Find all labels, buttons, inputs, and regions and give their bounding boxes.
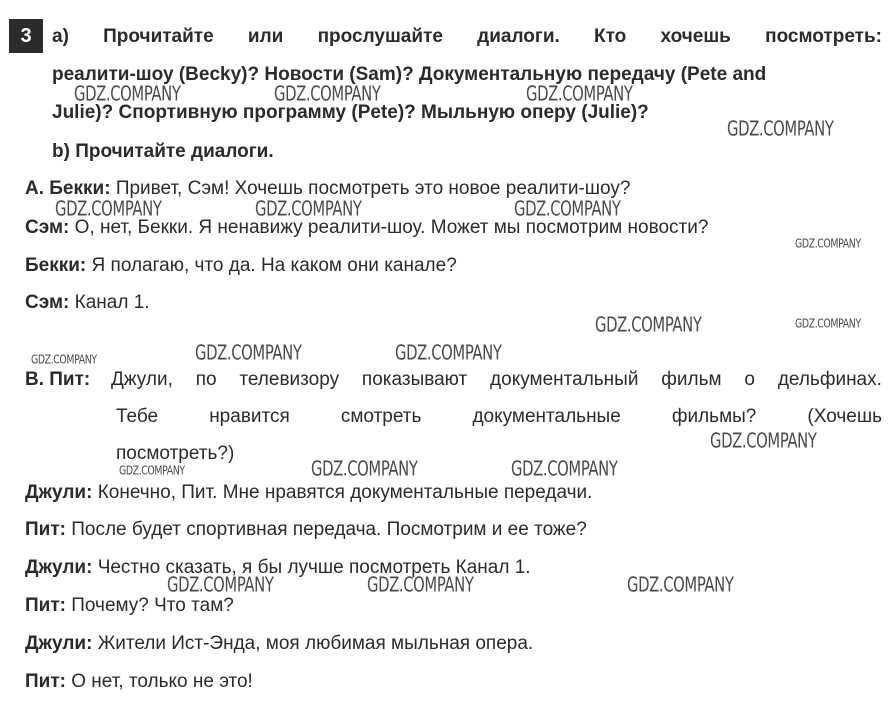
line-text: Почему? Что там?: [71, 595, 234, 616]
word: документальные: [472, 406, 621, 427]
task-a-line-1: [52, 26, 882, 48]
line-text: О, нет, Бекки. Я ненавижу реалити-шоу. Может мы посмотрим новости?: [74, 217, 709, 238]
line-text: Привет, Сэм! Хочешь посмотреть это новое реалити-шоу?: [115, 178, 631, 199]
word: Джули,: [111, 369, 173, 390]
word: документальный: [490, 369, 639, 390]
task-word: Прочитайте: [103, 26, 214, 47]
watermark: GDZ.COMPANY: [795, 236, 861, 251]
task-word: хочешь: [660, 26, 731, 47]
task-word: Кто: [594, 26, 627, 47]
watermark: GDZ.COMPANY: [795, 316, 861, 331]
word: телевизору: [239, 369, 340, 390]
task-word: прослушайте: [317, 26, 443, 47]
watermark: GDZ.COMPANY: [595, 313, 702, 337]
watermark: GDZ.COMPANY: [167, 573, 274, 597]
dialogue-b-line-1: [111, 369, 882, 391]
watermark: GDZ.COMPANY: [526, 82, 633, 106]
speaker-name: Пит:: [25, 519, 66, 540]
line-text: Я полагаю, что да. На каком они канале?: [91, 255, 457, 276]
dialogue-line: [25, 633, 533, 655]
watermark: GDZ.COMPANY: [311, 457, 418, 481]
dialogue-line: [25, 595, 234, 617]
watermark: GDZ.COMPANY: [274, 82, 381, 106]
watermark: GDZ.COMPANY: [119, 463, 185, 478]
word: по: [195, 369, 217, 390]
watermark: GDZ.COMPANY: [395, 341, 502, 365]
word: Тебе: [116, 406, 159, 427]
speaker-name: Пит:: [25, 595, 66, 616]
word: нравится: [209, 406, 290, 427]
task-word: диалоги.: [477, 26, 560, 47]
dialogue-b-line-3: посмотреть?): [116, 443, 235, 464]
task-a-line-3: Julie)? Спортивную программу (Pete)? Мыльную оперу (Julie)?: [52, 102, 649, 123]
watermark: GDZ.COMPANY: [31, 352, 97, 367]
task-word: посмотреть:: [765, 26, 882, 47]
word: смотреть: [340, 406, 422, 427]
speaker-name: Сэм:: [25, 217, 70, 238]
speaker-name: В. Пит:: [25, 369, 91, 390]
word: фильмы?: [671, 406, 757, 427]
exercise-number-badge: 3: [9, 19, 43, 53]
line-text: После будет спортивная передача. Посмотрим и ее тоже?: [71, 519, 587, 540]
watermark: GDZ.COMPANY: [74, 82, 181, 106]
dialogue-line: [25, 519, 587, 541]
dialogue-line: [25, 292, 150, 314]
watermark: GDZ.COMPANY: [710, 429, 817, 453]
dialogue-line: [25, 482, 592, 504]
dialogue-line: [25, 255, 457, 277]
word: о: [744, 369, 755, 390]
speaker-name: Сэм:: [25, 292, 70, 313]
dialogue-line: [25, 671, 253, 693]
dialogue-b-line-2: [116, 406, 882, 428]
watermark: GDZ.COMPANY: [255, 197, 362, 221]
watermark: GDZ.COMPANY: [511, 457, 618, 481]
watermark: GDZ.COMPANY: [55, 197, 162, 221]
task-a-line-2: реалити-шоу (Becky)? Новости (Sam)? Документальную передачу (Pete and: [52, 64, 767, 85]
line-text: О нет, только не это!: [71, 671, 253, 692]
watermark: GDZ.COMPANY: [627, 573, 734, 597]
word: дельфинах.: [777, 369, 882, 390]
speaker-name: Пит:: [25, 671, 66, 692]
line-text: Жители Ист-Энда, моя любимая мыльная опера.: [97, 633, 534, 654]
task-word: a): [52, 26, 69, 47]
task-word: или: [247, 26, 284, 47]
line-text: Честно сказать, я бы лучше посмотреть Канал 1.: [97, 557, 531, 578]
watermark: GDZ.COMPANY: [367, 573, 474, 597]
task-b: b) Прочитайте диалоги.: [52, 141, 274, 162]
word: фильм: [661, 369, 722, 390]
line-text: Канал 1.: [74, 292, 150, 313]
watermark: GDZ.COMPANY: [514, 197, 621, 221]
speaker-name: Джули:: [25, 633, 93, 654]
speaker-name: Джули:: [25, 482, 93, 503]
watermark: GDZ.COMPANY: [195, 341, 302, 365]
speaker-name: Бекки:: [25, 255, 87, 276]
word: показывают: [361, 369, 468, 390]
watermark: GDZ.COMPANY: [727, 117, 834, 141]
speaker-name: А. Бекки:: [25, 178, 111, 199]
speaker-name: Джули:: [25, 557, 93, 578]
word: (Хочешь: [807, 406, 882, 427]
line-text: Конечно, Пит. Мне нравятся документальные передачи.: [97, 482, 593, 503]
